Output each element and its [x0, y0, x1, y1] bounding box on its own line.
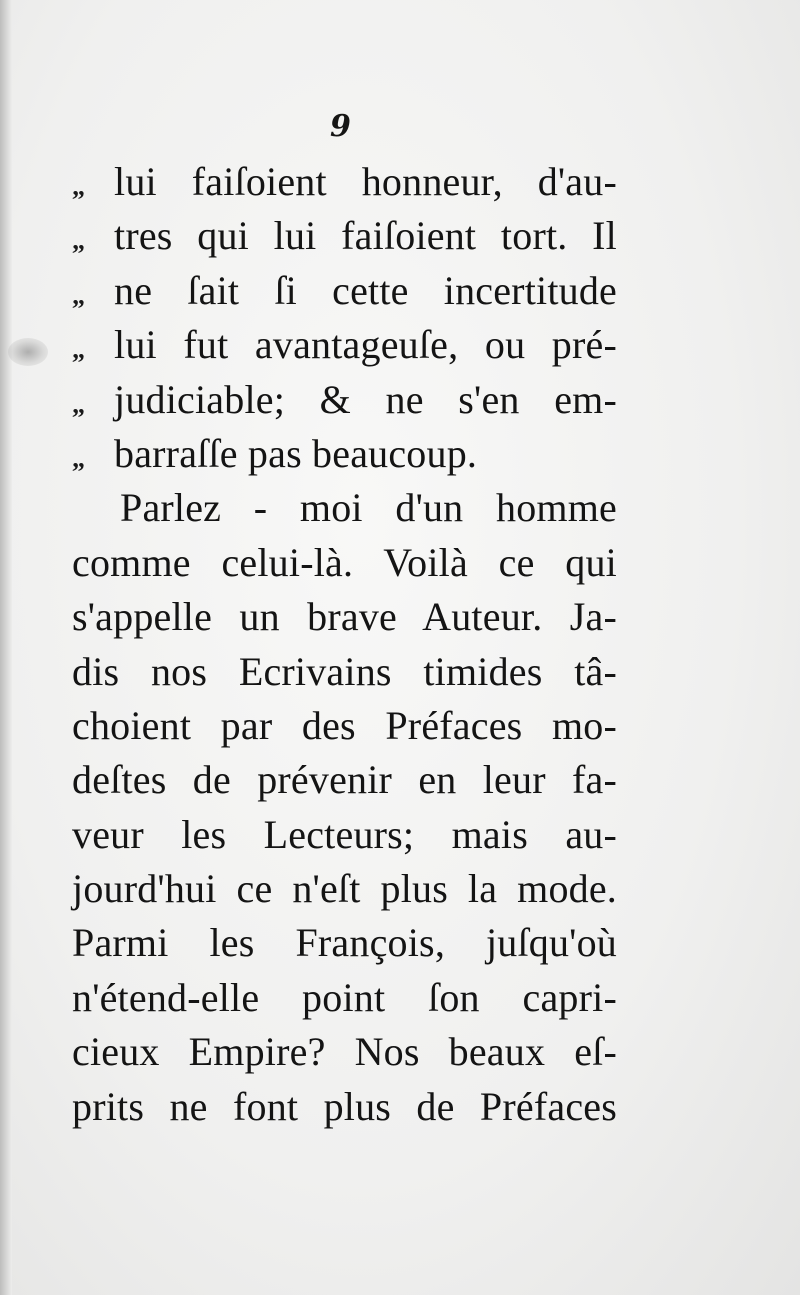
line-text: veur les Lecteurs; mais au- [72, 811, 617, 857]
quoted-line [72, 321, 617, 375]
page-number: 9 [330, 109, 351, 144]
line-text: s'appelle un brave Auteur. Ja- [72, 594, 617, 640]
text-block [72, 158, 617, 1137]
paragraph-line [72, 974, 617, 1028]
line-text: lui faiſoient honneur, d'au- [114, 159, 617, 204]
line-text: Parlez - moi d'un homme [120, 485, 617, 531]
quoted-line [72, 430, 617, 484]
line-text: judiciable; & ne s'en em- [114, 376, 617, 422]
paragraph-line [72, 811, 617, 865]
paragraph-line [72, 919, 617, 973]
quoted-line [72, 376, 617, 430]
page-binding-edge [0, 0, 12, 1295]
line-text: tres qui lui faiſoient tort. Il [114, 213, 617, 259]
quote-mark: „ [72, 226, 86, 256]
quote-mark: „ [72, 389, 86, 419]
ink-blot [8, 338, 48, 366]
line-text: Parmi les François, juſqu'où [72, 920, 617, 966]
paragraph-line [72, 648, 617, 702]
line-text: deſtes de prévenir en leur fa- [72, 757, 617, 803]
paragraph-line [72, 1083, 617, 1137]
line-text: ne ſait ſi cette incertitude [114, 267, 617, 313]
line-text: choient par des Préfaces mo- [72, 702, 617, 748]
paragraph-line [72, 484, 617, 538]
paragraph-line [72, 702, 617, 756]
line-text: dis nos Ecrivains timides tâ- [72, 648, 617, 694]
line-text: lui fut avantageuſe, ou pré- [114, 322, 617, 368]
quote-mark: „ [72, 280, 86, 310]
line-text: n'étend-elle point ſon capri- [72, 974, 617, 1020]
quote-mark: „ [72, 443, 86, 473]
quoted-line [72, 158, 617, 212]
quote-mark: „ [72, 335, 86, 365]
line-text: prits ne font plus de Préfaces [72, 1083, 617, 1129]
quote-mark: „ [72, 172, 86, 201]
paragraph-line [72, 593, 617, 647]
line-text: comme celui-là. Voilà ce qui [72, 539, 617, 585]
paragraph-line [72, 865, 617, 919]
paragraph-line [72, 1028, 617, 1082]
line-text: cieux Empire? Nos beaux eſ- [72, 1029, 617, 1075]
line-text: jourd'hui ce n'eſt plus la mode. [72, 866, 617, 912]
quoted-line [72, 267, 617, 321]
quoted-line [72, 212, 617, 266]
paragraph-line [72, 756, 617, 810]
paragraph-line [72, 539, 617, 593]
line-text: barraſſe pas beaucoup. [114, 430, 478, 476]
